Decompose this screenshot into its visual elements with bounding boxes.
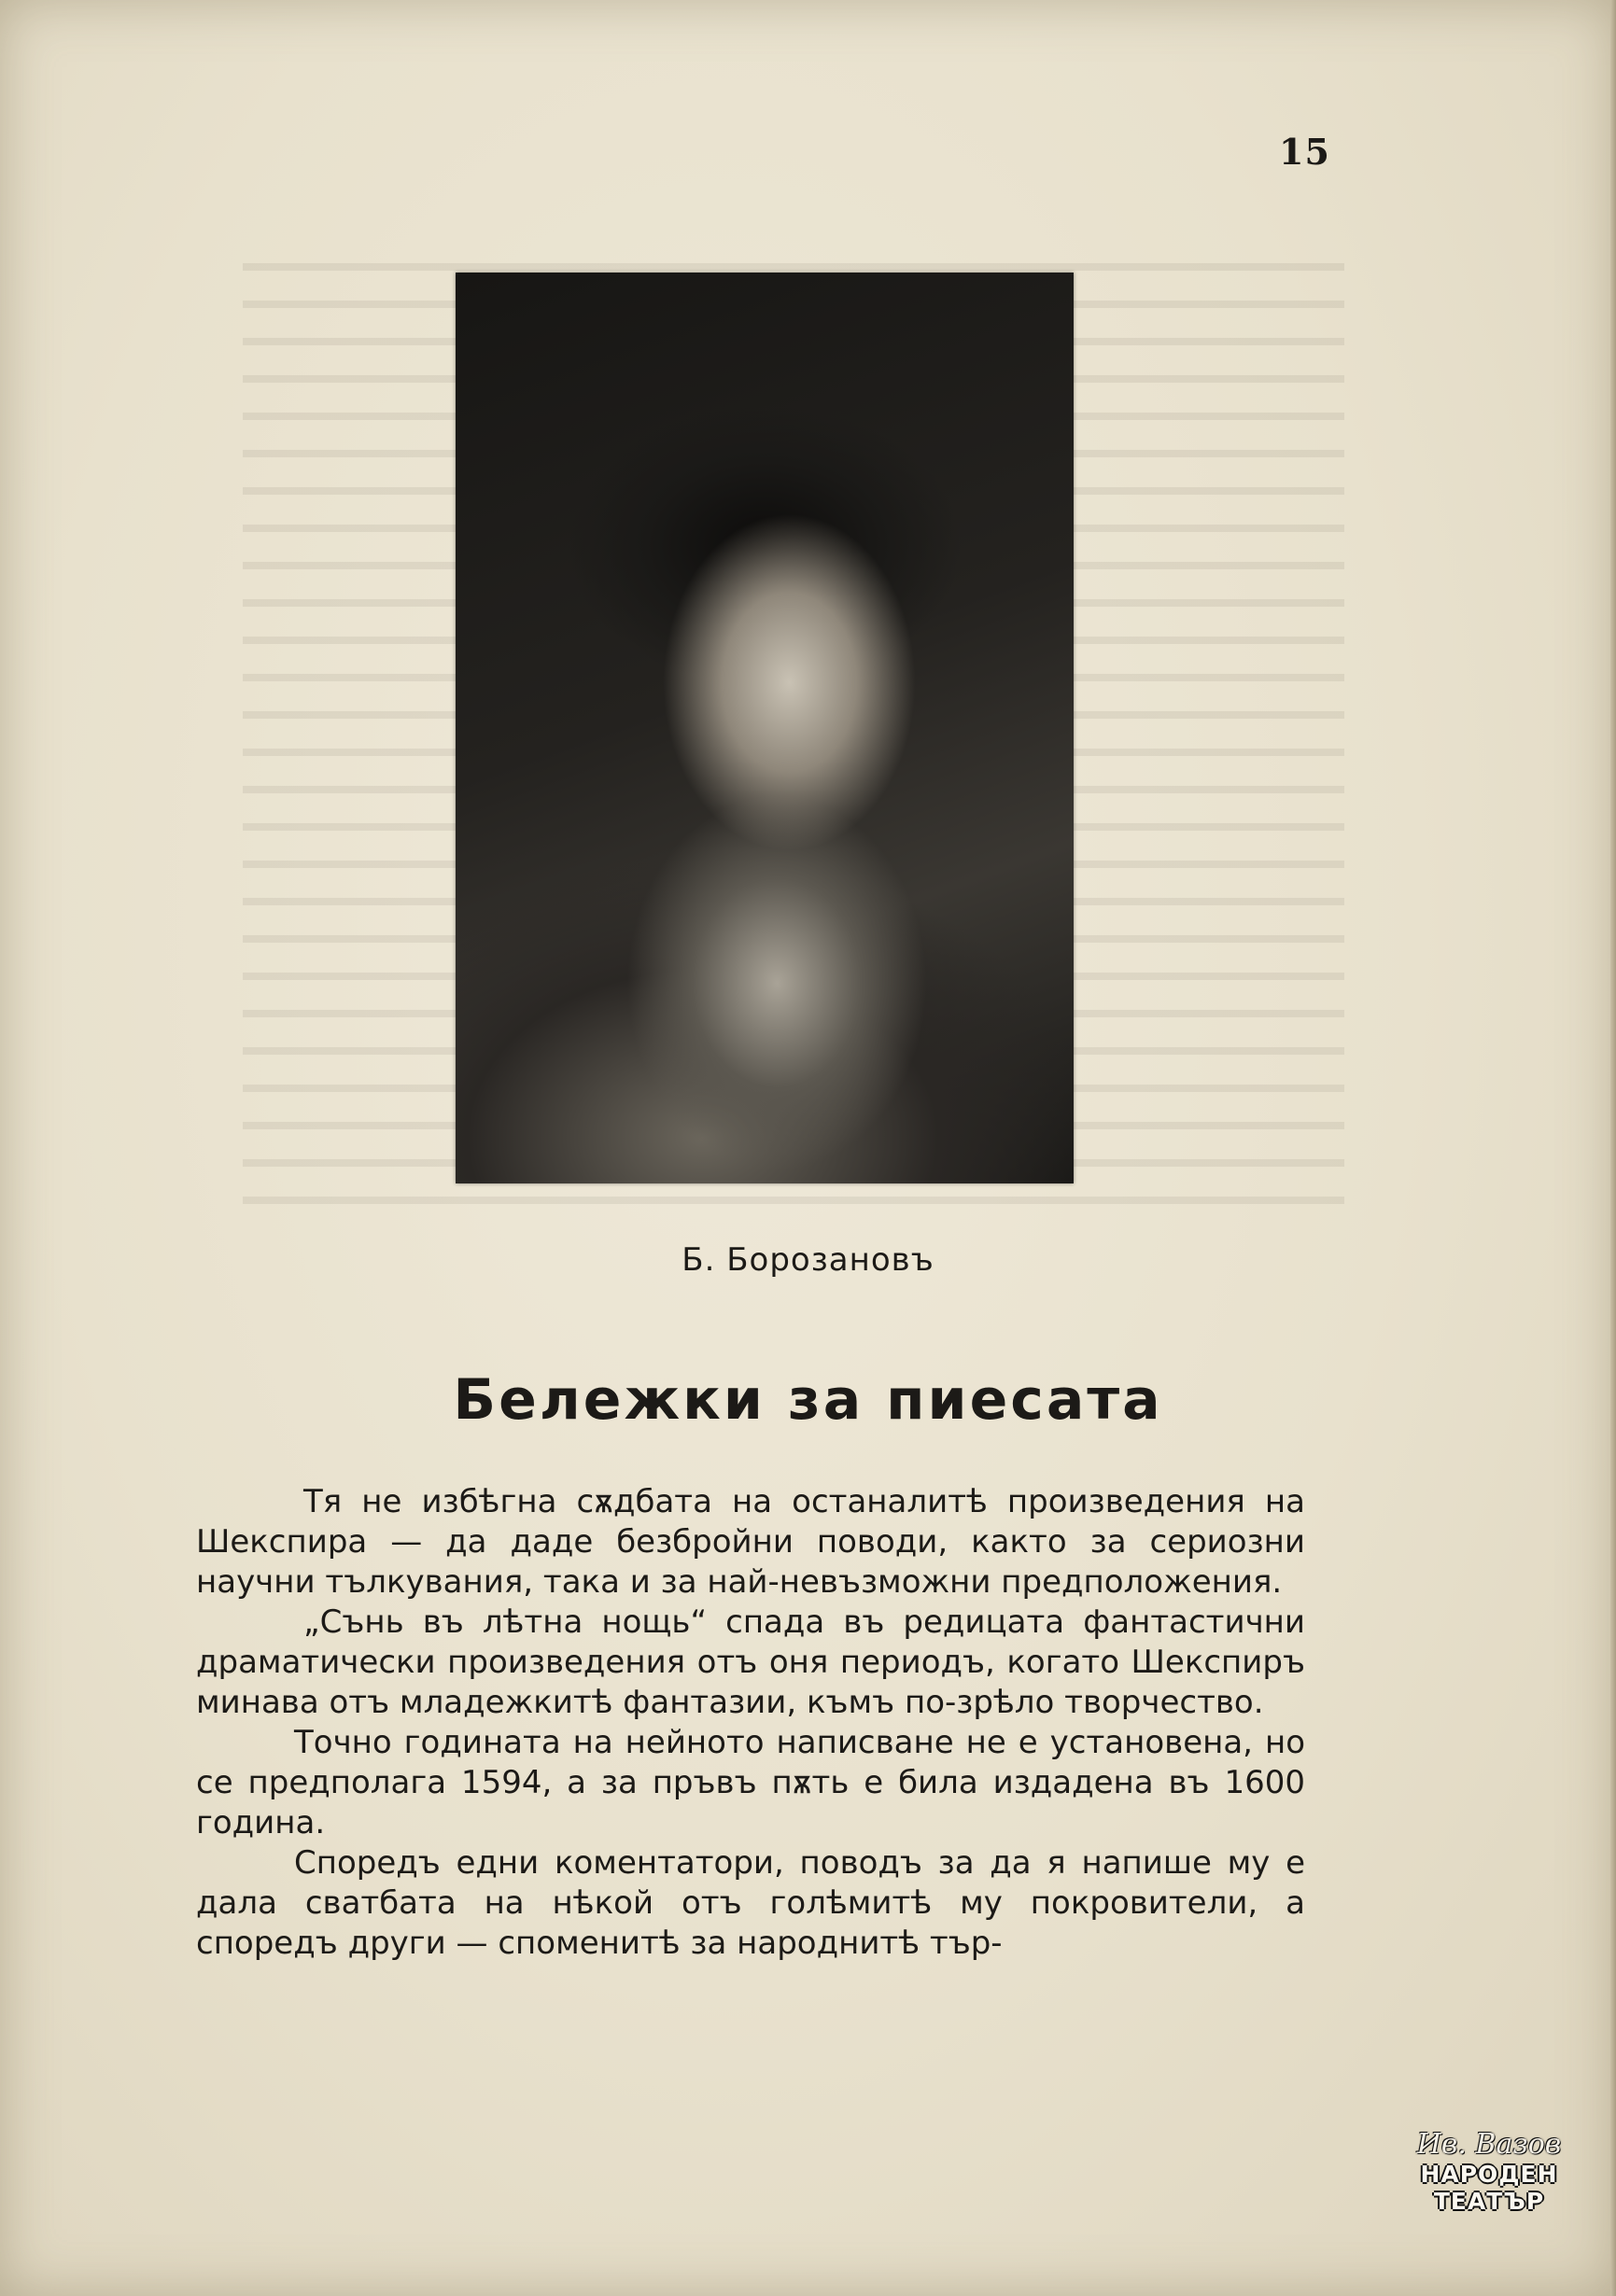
paragraph: Точно годината на нейното написване не е установена, но се предполага 1594, а за пръвъ пѫть е била издадена въ 1600 година. xyxy=(196,1724,1305,1841)
portrait-photo xyxy=(456,273,1074,1183)
logo-line-1: НАРОДЕН xyxy=(1420,2161,1558,2188)
portrait-caption: Б. Борозановъ xyxy=(682,1241,934,1279)
logo-signature: Ив. Вазов xyxy=(1416,2128,1562,2161)
page-edge xyxy=(1610,0,1616,2296)
page-number: 15 xyxy=(1279,131,1330,173)
paragraph: „Сънь въ лѣтна нощь“ спада въ редицата фантастични драматически произведения отъ оня периодъ, когато Шекспиръ минава отъ младежкитѣ фантазии, къмъ по-зрѣло творчество. xyxy=(196,1603,1305,1721)
paragraph: Тя не избѣгна сѫдбата на останалитѣ произведения на Шекспира — да даде безбройни поводи, както за сериозни научни тълкувания, така и за най-невъзможни предположения. xyxy=(196,1483,1305,1601)
national-theatre-logo xyxy=(1410,2128,1568,2240)
logo-line-2: ТЕАТЪР xyxy=(1433,2188,1545,2215)
article-body xyxy=(196,1482,1305,1964)
article-title: Бележки за пиесата xyxy=(453,1367,1163,1433)
paragraph: Споредъ едни коментатори, поводъ за да я напише му е дала сватбата на нѣкой отъ голѣмитѣ му покровители, а споредъ други — споменитѣ за народнитѣ тър- xyxy=(196,1844,1305,1962)
